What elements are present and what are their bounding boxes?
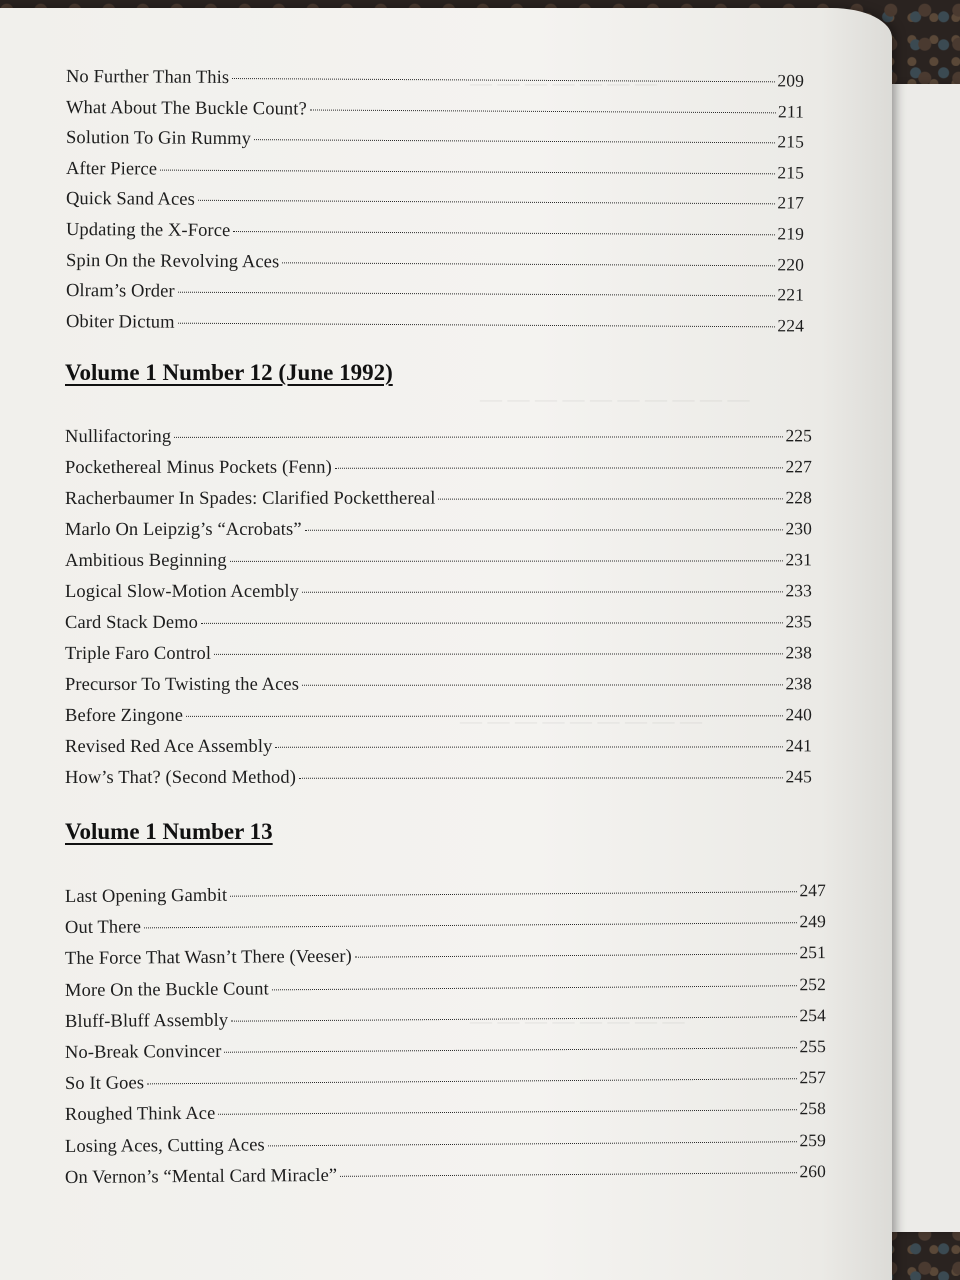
dot-leader xyxy=(160,169,775,174)
entry-title: Updating the X-Force xyxy=(65,220,231,242)
toc-entry xyxy=(65,735,812,758)
entry-page-number: 215 xyxy=(777,162,805,183)
entry-page-number: 254 xyxy=(799,1004,827,1026)
dot-leader xyxy=(198,200,775,205)
bleed-through-text: — — — — — — — — — xyxy=(460,708,702,733)
dot-leader xyxy=(305,529,784,530)
entry-title: Marlo On Leipzig’s “Acrobats” xyxy=(64,519,302,540)
entry-title: Out There xyxy=(64,917,142,939)
entry-page-number: 217 xyxy=(777,192,805,213)
dot-leader xyxy=(340,1172,797,1177)
dot-leader xyxy=(231,1016,797,1021)
toc-entry xyxy=(65,911,826,939)
entry-page-number: 215 xyxy=(777,131,805,152)
entry-title: Racherbaumer In Spades: Clarified Pocketthereal xyxy=(64,488,436,509)
entry-page-number: 247 xyxy=(799,880,827,901)
toc-entry xyxy=(65,518,812,541)
dot-leader xyxy=(178,292,776,297)
entry-title: Nullifactoring xyxy=(64,426,172,447)
dot-leader xyxy=(224,1047,797,1053)
entry-title: Spin On the Revolving Aces xyxy=(65,250,280,272)
toc-entry xyxy=(66,158,804,185)
dot-leader xyxy=(282,262,775,266)
section-heading-volume-1-number-12: Volume 1 Number 12 (June 1992) xyxy=(65,360,393,385)
entry-title: Bluff-Bluff Assembly xyxy=(64,1010,229,1032)
dot-leader xyxy=(218,1110,797,1116)
toc-entry xyxy=(65,673,812,696)
toc-entry xyxy=(65,974,826,1002)
book-page xyxy=(0,8,892,1280)
dot-leader xyxy=(268,1141,798,1146)
entry-page-number: 221 xyxy=(777,284,805,305)
entry-page-number: 235 xyxy=(785,611,813,632)
entry-page-number: 219 xyxy=(777,223,805,244)
entry-page-number: 228 xyxy=(785,487,813,508)
entry-title: No-Break Convincer xyxy=(64,1041,222,1063)
entry-page-number: 225 xyxy=(785,425,813,446)
entry-title: Before Zingone xyxy=(64,705,184,726)
toc-entry xyxy=(65,456,812,479)
toc-entry xyxy=(65,1161,826,1189)
entry-page-number: 245 xyxy=(785,766,813,787)
entry-title: Last Opening Gambit xyxy=(64,885,228,907)
entry-page-number: 252 xyxy=(799,973,827,994)
toc-entry xyxy=(66,97,804,124)
dot-leader xyxy=(299,777,783,778)
dot-leader xyxy=(275,746,783,747)
dot-leader xyxy=(144,922,797,928)
dot-leader xyxy=(438,498,783,499)
toc-entry xyxy=(65,611,812,634)
entry-page-number: 227 xyxy=(785,456,813,477)
entry-title: After Pierce xyxy=(65,158,158,180)
entry-page-number: 240 xyxy=(785,704,813,725)
toc-entry xyxy=(65,1036,826,1064)
dot-leader xyxy=(201,622,783,624)
toc-entry xyxy=(65,1098,826,1126)
dot-leader xyxy=(335,467,784,468)
toc-entry xyxy=(66,280,804,307)
dot-leader xyxy=(186,715,783,717)
dot-leader xyxy=(355,954,798,958)
entry-title: So It Goes xyxy=(64,1073,145,1095)
entry-title: More On the Buckle Count xyxy=(64,978,269,1001)
entry-page-number: 220 xyxy=(777,253,805,275)
entry-page-number: 224 xyxy=(777,315,805,336)
toc-entry xyxy=(65,942,826,970)
toc-entry xyxy=(66,219,804,246)
toc-entry xyxy=(66,188,804,215)
toc-entry xyxy=(65,766,812,789)
entry-title: Triple Faro Control xyxy=(64,643,212,664)
toc-entry xyxy=(65,425,812,448)
entry-page-number: 238 xyxy=(785,673,813,694)
toc-entry xyxy=(65,704,812,727)
entry-page-number: 233 xyxy=(785,580,813,601)
dot-leader xyxy=(174,436,783,438)
entry-title: Ambitious Beginning xyxy=(64,550,227,571)
dot-leader xyxy=(302,684,783,685)
bleed-through-text: — — — — — — — — — — xyxy=(480,386,750,411)
dot-leader xyxy=(254,139,775,143)
toc-entry xyxy=(66,250,804,277)
toc-entry xyxy=(65,1130,826,1158)
dot-leader xyxy=(302,591,784,592)
entry-title: Precursor To Twisting the Aces xyxy=(64,674,300,695)
entry-page-number: 230 xyxy=(785,518,813,539)
entry-page-number: 260 xyxy=(799,1160,827,1182)
toc-entry xyxy=(65,880,826,908)
entry-page-number: 231 xyxy=(785,549,813,570)
entry-page-number: 238 xyxy=(785,642,813,663)
entry-title: Losing Aces, Cutting Aces xyxy=(64,1135,265,1157)
toc-entry xyxy=(65,549,812,572)
dot-leader xyxy=(272,985,798,990)
toc-entry xyxy=(65,580,812,603)
entry-page-number: 241 xyxy=(785,735,813,756)
entry-title: Quick Sand Aces xyxy=(65,189,195,211)
entry-title: Logical Slow-Motion Acembly xyxy=(64,581,299,602)
entry-title: Olram’s Order xyxy=(65,281,175,302)
entry-title: How’s That? (Second Method) xyxy=(64,767,297,788)
bleed-through-text: — — — — — — — — xyxy=(470,1008,685,1033)
entry-page-number: 211 xyxy=(778,100,805,122)
toc-entry xyxy=(66,311,804,338)
entry-page-number: 249 xyxy=(799,911,827,932)
dot-leader xyxy=(230,560,784,561)
entry-page-number: 251 xyxy=(799,942,827,963)
entry-page-number: 259 xyxy=(799,1129,827,1150)
entry-title: No Further Than This xyxy=(65,67,230,88)
entry-title: Card Stack Demo xyxy=(64,612,199,633)
toc-entry xyxy=(66,127,804,154)
entry-title: Solution To Gin Rummy xyxy=(65,128,252,150)
toc-entry xyxy=(65,1005,826,1033)
toc-entry xyxy=(65,1067,826,1095)
dot-leader xyxy=(214,653,783,654)
dot-leader xyxy=(310,109,776,113)
dot-leader xyxy=(230,891,797,896)
toc-entry xyxy=(66,66,804,93)
section-heading-volume-1-number-13: Volume 1 Number 13 xyxy=(65,819,273,844)
entry-page-number: 255 xyxy=(799,1036,827,1057)
toc-entry xyxy=(65,487,812,510)
entry-page-number: 258 xyxy=(799,1098,827,1119)
dot-leader xyxy=(233,231,775,235)
entry-title: On Vernon’s “Mental Card Miracle” xyxy=(64,1165,338,1188)
entry-title: Pockethereal Minus Pockets (Fenn) xyxy=(64,457,332,478)
entry-page-number: 257 xyxy=(799,1067,827,1088)
entry-title: Roughed Think Ace xyxy=(64,1104,216,1126)
entry-title: What About The Buckle Count? xyxy=(65,97,307,120)
dot-leader xyxy=(147,1078,797,1084)
entry-title: The Force That Wasn’t There (Veeser) xyxy=(64,947,352,970)
entry-page-number: 209 xyxy=(777,70,805,91)
toc-entry xyxy=(65,642,812,665)
entry-title: Revised Red Ace Assembly xyxy=(64,736,273,757)
bleed-through-text: — — — — — — — xyxy=(470,70,657,95)
entry-title: Obiter Dictum xyxy=(65,311,175,333)
dot-leader xyxy=(232,78,775,82)
dot-leader xyxy=(178,322,776,327)
